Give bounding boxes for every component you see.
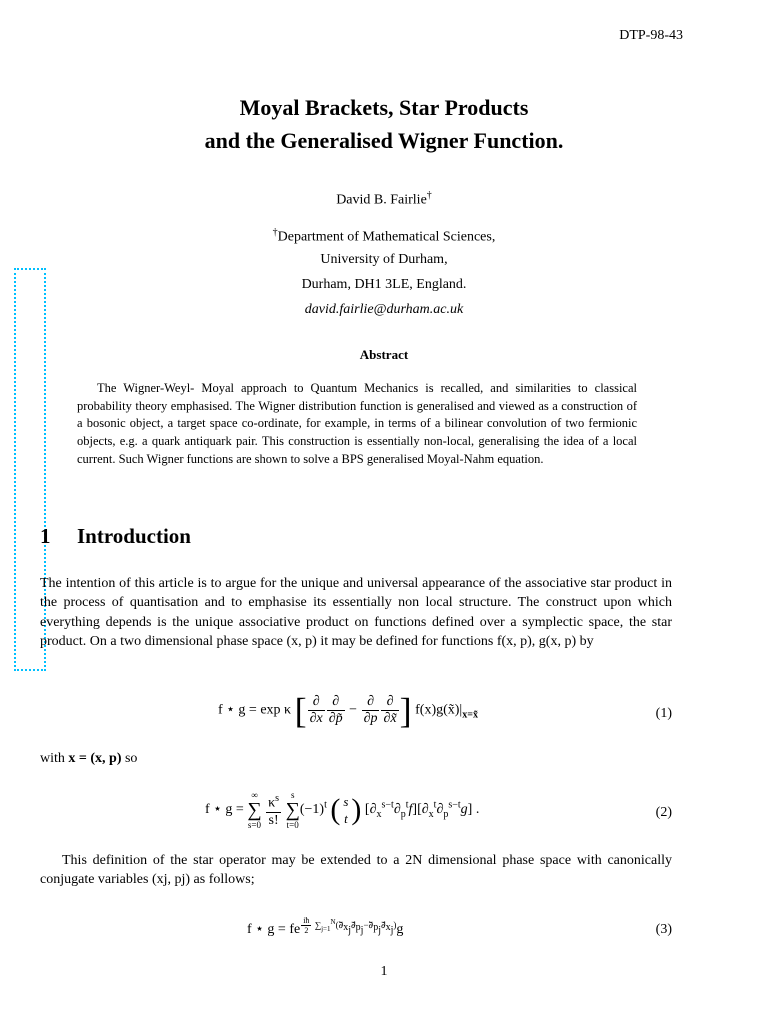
eq1-rhs: f(x)g(x̃)| xyxy=(415,702,463,718)
eq1-subscript: x=x̃ xyxy=(462,709,478,721)
author-email-link[interactable]: david.fairlie@durham.ac.uk xyxy=(304,302,464,317)
so-word: so xyxy=(124,751,138,766)
equation-3-number: (3) xyxy=(655,922,672,937)
equation-2-number: (2) xyxy=(655,805,672,820)
equation-2: f ⋆ g = ∞ ∑ s=0 $\frac{\kappa^s}{s!}$ s ∑ t=0 $(-1)^t$ ( s t ) $[\partial_x^{s-t}\partial_p^tf][\partial_x^t\partial_p^{s-t}g]$ . xyxy=(205,790,480,830)
department-text: Department of Mathematical Sciences, xyxy=(277,229,496,245)
with-math: x = (x, p) xyxy=(68,751,122,766)
equation-1-number: (1) xyxy=(655,706,672,721)
page-number: 1 xyxy=(380,964,388,979)
affiliation-university: University of Durham, xyxy=(320,252,448,267)
title-line-1: Moyal Brackets, Star Products xyxy=(239,95,529,120)
title-line-2: and the Generalised Wigner Function. xyxy=(204,128,564,153)
intro-paragraph-1: The intention of this article is to argue for the unique and universal appearance of the associative star product in the process of quantisation and to emphasise its essentially non local structure. The construct upon which everything depends is the unique associative product on functions defined over a symplectic space, the star product. On a two dimensional phase space (x, p) it may be defined for functions f(x, p), g(x, p) by xyxy=(40,576,672,649)
with-word: with xyxy=(40,751,65,766)
preprint-number: DTP-98-43 xyxy=(619,28,683,43)
affiliation-address: Durham, DH1 3LE, England. xyxy=(301,277,467,292)
eq1-lhs: f ⋆ g = exp κ xyxy=(218,702,292,718)
section-title: Introduction xyxy=(77,524,191,548)
equation-3: f ⋆ g = fe $^{\frac{iħ}{2} \sum_{j=1}^N(\partial⃖_{x_j}\partial⃗_{p_j}-\partial⃖_{p_j}\partial⃗_{x_j})}$g xyxy=(247,916,404,938)
author xyxy=(0,190,768,209)
author-name: David B. Fairlie xyxy=(336,192,427,208)
abstract-text: The Wigner-Weyl- Moyal approach to Quantum Mechanics is recalled, and similarities to classical probability theory emphasised. The Wigner distribution function is generalised and viewed as a construction of a bosonic object, a target space co-ordinate, for example, in terms of a bilinear convolution of two fermionic objects, e.g. a quark antiquark pair. This construction is essentially non-local, generalising the idea of a local current. Such Wigner functions are shown to solve a BPS generalised Moyal-Nahm equation. xyxy=(77,381,637,466)
affiliation-department xyxy=(0,227,768,246)
eq3-tail: g xyxy=(396,922,404,938)
abstract-heading: Abstract xyxy=(359,347,409,362)
equation-1: f ⋆ g = exp κ [ $\frac{\partial}{\partial x}$ $\frac{\partial}{\partial p̃}$ − $\frac{\partial}{\partial p}$ $\frac{\partial}{\partial x̃}$ ] $f(x)g(x̃)|_{x=x̃}$ xyxy=(218,690,478,731)
affiliation-mark: † xyxy=(272,227,278,238)
intro-paragraph-2: This definition of the star operator may be extended to a 2N dimensional phase space with canonically conjugate variables (xj, pj) as follows; xyxy=(40,853,672,888)
author-footnote-mark: † xyxy=(426,190,432,201)
eq3-lhs: f ⋆ g = fe xyxy=(247,922,301,938)
section-number: 1 xyxy=(40,524,51,548)
with-line xyxy=(40,751,137,767)
eq2-lhs: f ⋆ g = xyxy=(205,802,244,818)
